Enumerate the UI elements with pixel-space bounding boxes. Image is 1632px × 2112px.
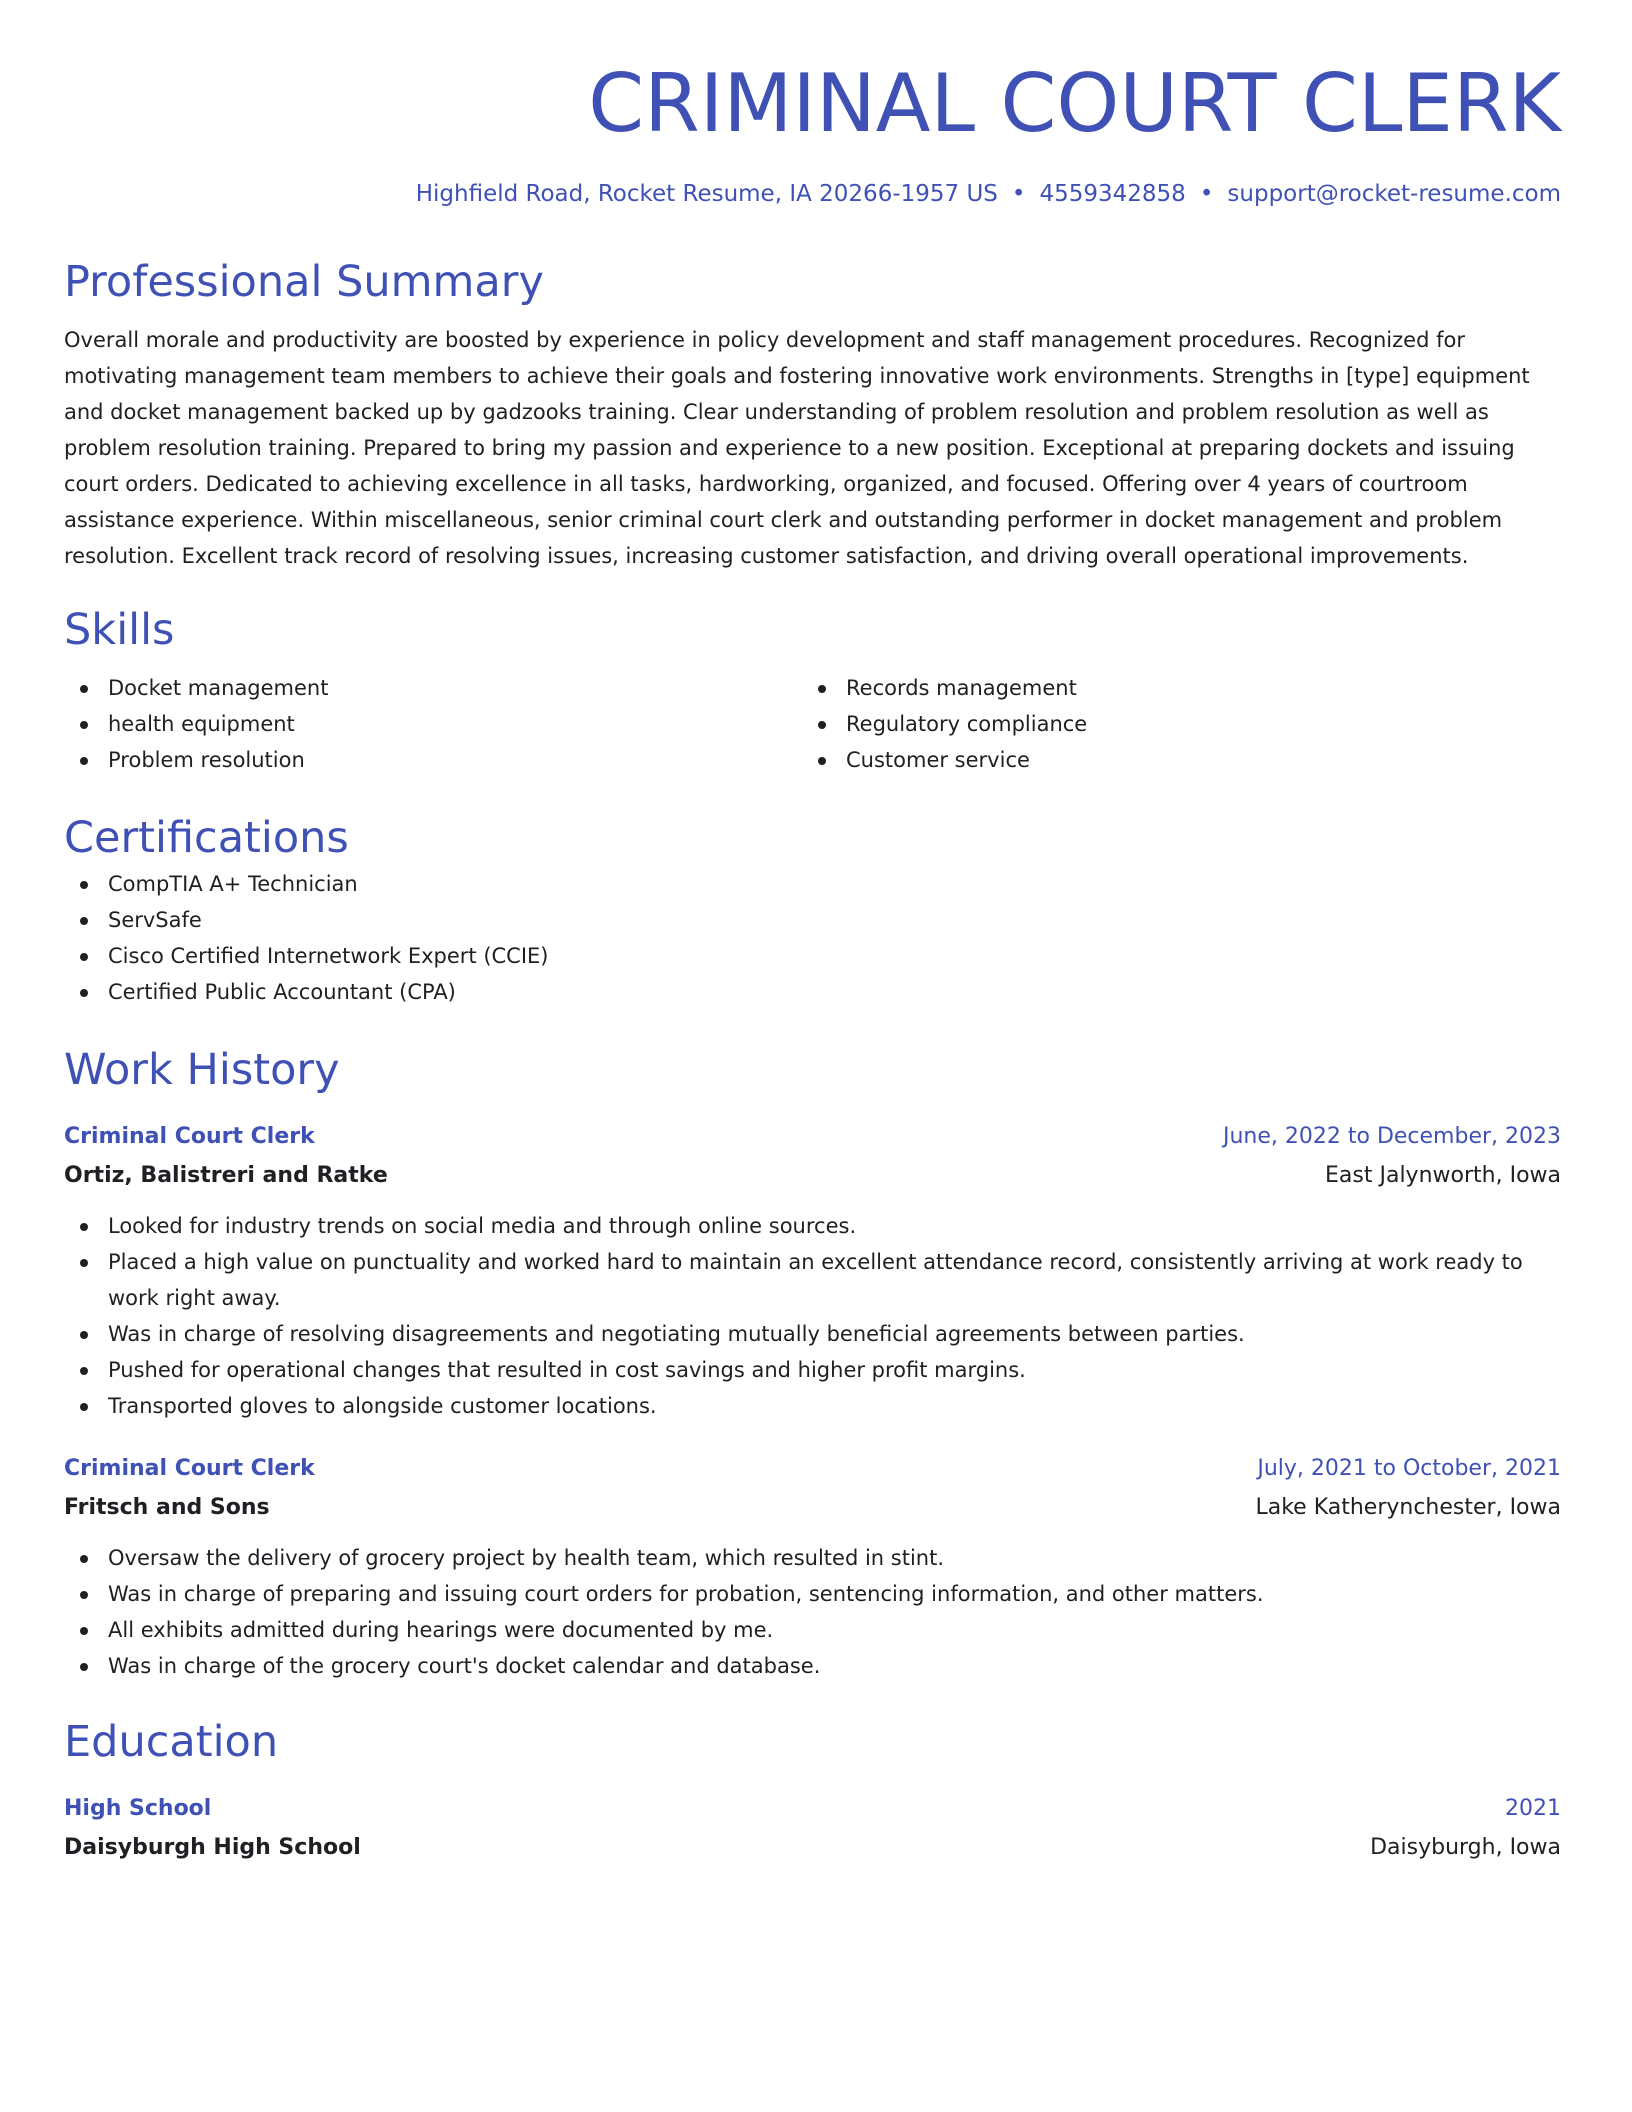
education-year: 2021 (1505, 1796, 1561, 1821)
job-bullet: Was in charge of the grocery court's docket calendar and database. (64, 1648, 1561, 1684)
job-company: Fritsch and Sons (64, 1495, 270, 1520)
education-school: Daisyburgh High School (64, 1835, 361, 1860)
resume-name: CRIMINAL COURT CLERK (588, 57, 1561, 150)
summary-heading: Professional Summary (64, 257, 544, 307)
job-bullet: All exhibits admitted during hearings were documented by me. (64, 1612, 1561, 1648)
work-entry-header (64, 1118, 1561, 1156)
summary-text: Overall morale and productivity are boosted by experience in policy development and staff management procedures. Recognized for motivating management team members to achieve their goals and fostering innovative work environments. Strengths in [type] equipment and docket management backed up by gadzooks training. Clear understanding of problem resolution and problem resolution as well as problem resolution training. Prepared to bring my passion and experience to a new position. Exceptional at preparing dockets and issuing court orders. Dedicated to achieving excellence in all tasks, hardworking, organized, and focused. Offering over 4 years of courtroom assistance experience. Within miscellaneous, senior criminal court clerk and outstanding performer in docket management and problem resolution. Excellent track record of resolving issues, increasing customer satisfaction, and driving overall operational improvements. (64, 328, 1530, 568)
contact-separator: • (1011, 181, 1026, 207)
certification-item: Cisco Certified Internetwork Expert (CCIE) (64, 938, 1561, 974)
contact-address: Highfield Road, Rocket Resume, IA 20266-1957 US (415, 181, 998, 207)
certification-item: CompTIA A+ Technician (64, 866, 1561, 902)
contact-phone: 4559342858 (1039, 181, 1186, 207)
skills-heading: Skills (64, 605, 175, 655)
job-bullet: Oversaw the delivery of grocery project by health team, which resulted in stint. (64, 1540, 1561, 1576)
job-bullet: Transported gloves to alongside customer locations. (64, 1388, 1561, 1424)
certification-item: Certified Public Accountant (CPA) (64, 974, 1561, 1010)
job-bullet: Placed a high value on punctuality and worked hard to maintain an excellent attendance record, consistently arriving at work ready to work right away. (64, 1244, 1561, 1316)
education-location: Daisyburgh, Iowa (1370, 1835, 1561, 1860)
skill-item: Records management (802, 670, 1540, 706)
contact-separator: • (1199, 181, 1214, 207)
certification-item: ServSafe (64, 902, 1561, 938)
job-location: Lake Katherynchester, Iowa (1255, 1495, 1561, 1520)
work-entry-employer (64, 1156, 1561, 1196)
skill-item: Customer service (802, 742, 1540, 778)
certifications-heading: Certifications (64, 813, 349, 863)
skills-list-right (802, 670, 1540, 778)
job-bullets (64, 1540, 1561, 1684)
job-bullets (64, 1208, 1561, 1424)
job-location: East Jalynworth, Iowa (1325, 1163, 1561, 1188)
skill-item: Problem resolution (64, 742, 802, 778)
skill-item: health equipment (64, 706, 802, 742)
education-entry-header (64, 1790, 1561, 1828)
skills-list-left (64, 670, 802, 778)
certifications-list (64, 866, 1561, 1010)
work-entry-header (64, 1450, 1561, 1488)
education-degree: High School (64, 1796, 212, 1821)
skills-grid (64, 670, 1561, 778)
work-history-heading: Work History (64, 1045, 340, 1095)
skill-item: Regulatory compliance (802, 706, 1540, 742)
education-entry (64, 1790, 1561, 1868)
contact-email: support@rocket-resume.com (1227, 181, 1561, 207)
job-dates: June, 2022 to December, 2023 (1222, 1124, 1561, 1149)
job-bullet: Was in charge of preparing and issuing court orders for probation, sentencing information, and other matters. (64, 1576, 1561, 1612)
education-heading: Education (64, 1717, 279, 1767)
job-company: Ortiz, Balistreri and Ratke (64, 1163, 388, 1188)
job-title: Criminal Court Clerk (64, 1124, 315, 1149)
work-entry (64, 1450, 1561, 1684)
job-bullet: Was in charge of resolving disagreements and negotiating mutually beneficial agreements between parties. (64, 1316, 1561, 1352)
skill-item: Docket management (64, 670, 802, 706)
job-bullet: Looked for industry trends on social media and through online sources. (64, 1208, 1561, 1244)
work-entry-employer (64, 1488, 1561, 1528)
job-bullet: Pushed for operational changes that resulted in cost savings and higher profit margins. (64, 1352, 1561, 1388)
education-entry-school (64, 1828, 1561, 1868)
resume-page (64, 52, 1561, 1868)
job-dates: July, 2021 to October, 2021 (1257, 1456, 1561, 1481)
work-entry (64, 1118, 1561, 1424)
job-title: Criminal Court Clerk (64, 1456, 315, 1481)
contact-line (64, 178, 1561, 210)
